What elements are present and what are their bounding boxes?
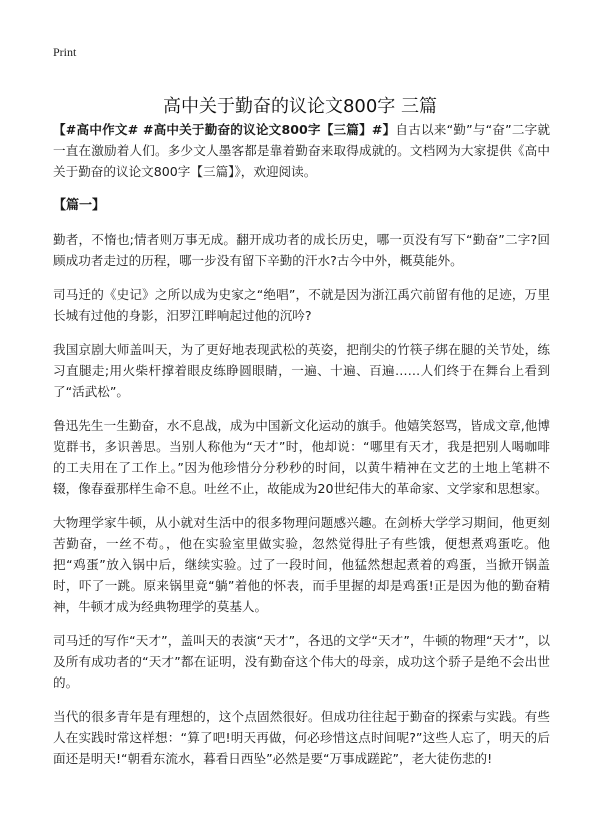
intro-text: 自古以来“勤”与“奋”二字就一直在激励着人们。多少文人墨客都是靠着勤奋来取得成就的。文档网为大家提供《高中关于勤奋的议论文800字【三篇】》，欢迎阅读。 [53,122,550,179]
intro-paragraph [53,119,550,182]
page-title: 高中关于勤奋的议论文800字 三篇 [162,96,438,118]
article-body [53,119,550,782]
section-heading: 【篇一】 [53,198,106,213]
paragraph: 大物理学家牛顿，从小就对生活中的很多物理问题感兴趣。在剑桥大学学习期间，他更刻苦勤奋，一丝不苟。，他在实验室里做实验，忽然觉得肚子有些饿，便想煮鸡蛋吃。他把“鸡蛋”放入锅中后，继续实验。过了一段时间，他猛然想起煮着的鸡蛋，当掀开锅盖时，吓了一跳。原来锅里竟“躺”着他的怀表，而手里握的却是鸡蛋!正是因为他的勤奋精神，牛顿才成为经典物理学的莫基人。 [53,515,550,614]
intro-tag: 【#高中作文# #高中关于勤奋的议论文800字【三篇】#】 [53,122,396,137]
paragraph: 鲁迅先生一生勤奋，水不息战，成为中国新文化运动的旗手。他嬉笑怒骂，皆成文章,他博览群书，多识善思。当别人称他为“天才”时，他却说：“哪里有天才，我是把别人喝咖啡的工夫用在了工作上。”因为他珍惜分分秒秒的时间，以黄牛精神在文艺的土地上笔耕不辍，像春蚕那样生命不息。吐丝不止，故能成为20世纪伟大的革命家、文学家和思想家。 [53,418,550,496]
print-label: Print [53,45,77,59]
paragraph: 司马迁的写作“天才”，盖叫天的表演“天才”，各迅的文学“天才”，牛顿的物理“天才”，以及所有成功者的“天才”都在证明，没有勤奋这个伟大的母亲，成功这个骄子是绝不会出世的。 [53,633,550,690]
paragraph: 勤者，不惰也;情者则万事无成。翻开成功者的成长历史，哪一页没有写下“勤奋”二字?回顾成功者走过的历程，哪一步没有留下辛勤的汗水?古今中外，概莫能外。 [53,232,550,268]
paragraph: 当代的很多青年是有理想的，这个点固然很好。但成功往往起于勤奋的探索与实践。有些人在实践时常这样想：“算了吧!明天再做，何必珍惜这点时间呢?”这些人忘了，明天的后面还是明天!“朝看东流水，暮看日西坠”必然是要“万事成蹉跎”，老大徒伤悲的! [53,709,550,766]
paragraph: 我国京剧大师盖叫天，为了更好地表现武松的英姿，把削尖的竹筷子绑在腿的关节处，练习直腿走;用火柴杆撑着眼皮练睁圆眼睛，一遍、十遍、百遍……人们终于在舞台上看到了“活武松”。 [53,342,550,399]
paragraph: 司马迁的《史记》之所以成为史家之“绝唱”，不就是因为浙江禹穴前留有他的足迹，万里长城有过他的身影，汨罗江畔响起过他的沉吟? [53,287,550,323]
